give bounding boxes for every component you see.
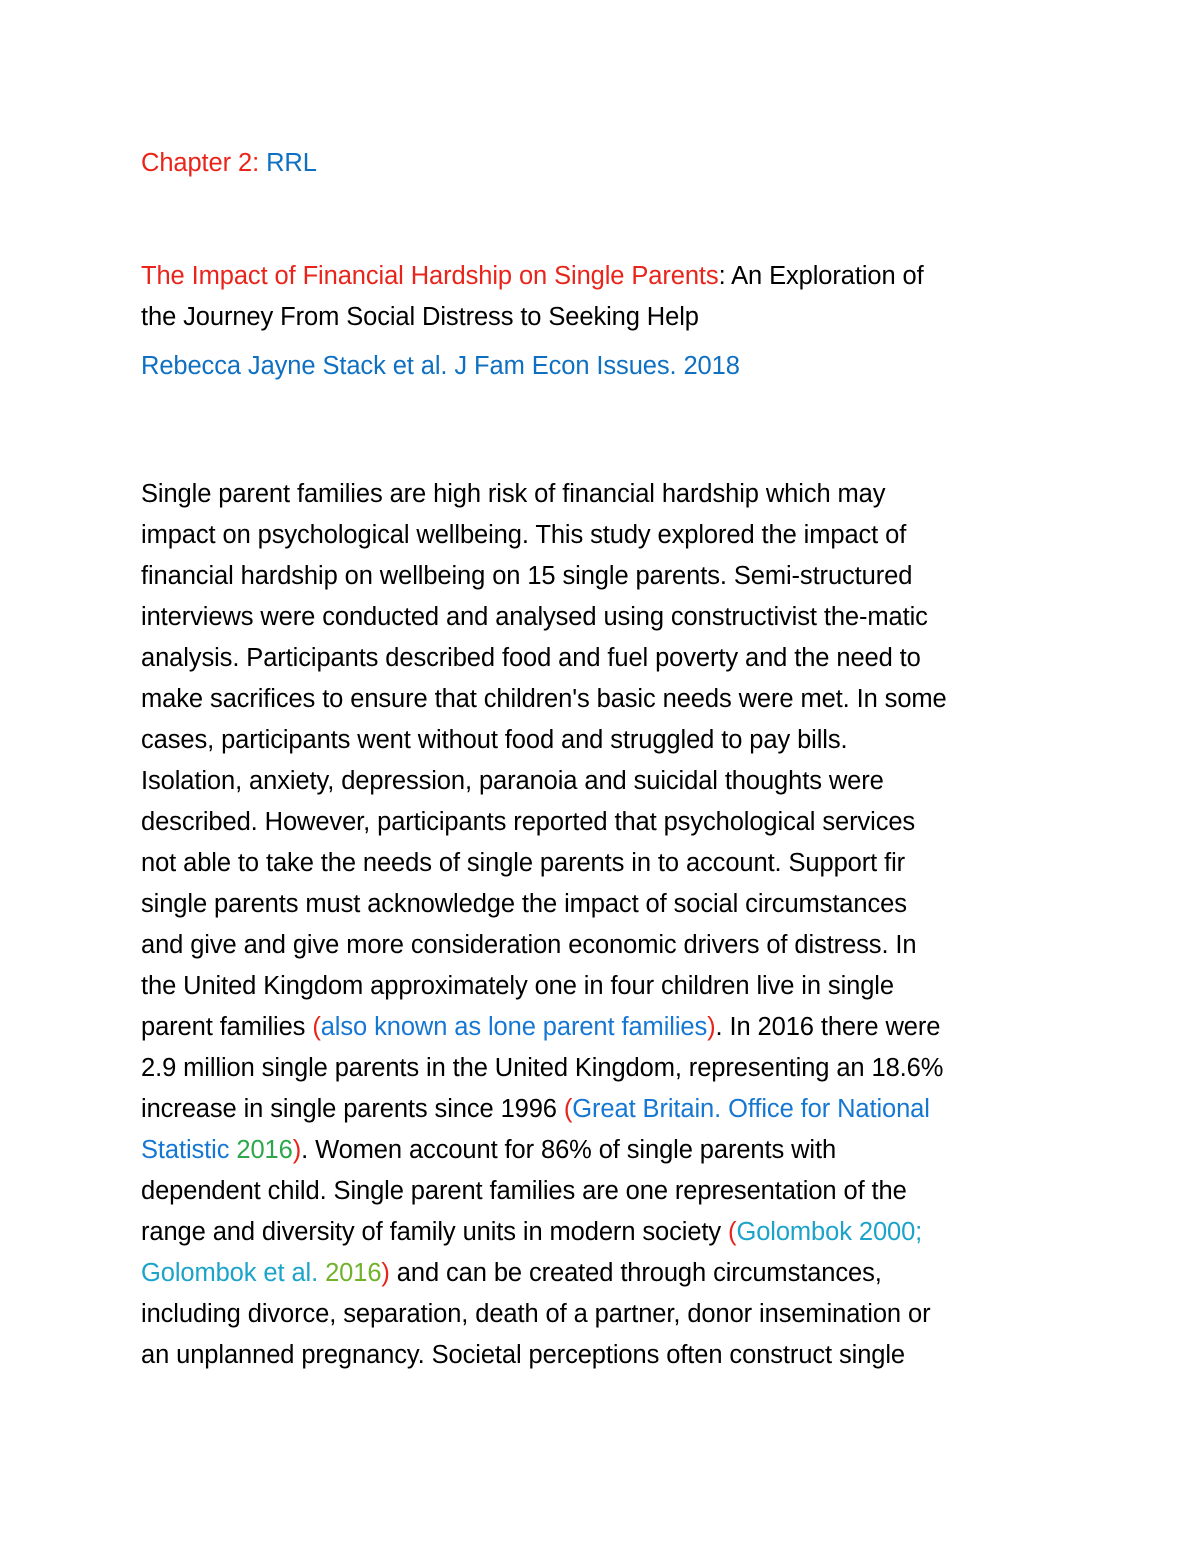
- body-line: dependent child. Single parent families are one representation of the: [141, 1177, 907, 1205]
- body-paragraph: [141, 474, 1081, 1376]
- article-title: [141, 256, 1081, 338]
- citation-paren: ): [381, 1259, 390, 1287]
- body-line: Isolation, anxiety, depression, paranoia and suicidal thoughts were: [141, 767, 884, 795]
- body-line: not able to take the needs of single parents in to account. Support fir: [141, 849, 906, 877]
- chapter-label: Chapter 2:: [141, 149, 267, 177]
- body-line: make sacrifices to ensure that children's basic needs were met. In some: [141, 685, 947, 713]
- body-line: [141, 1130, 1081, 1171]
- citation-text: Golombok 2000;: [736, 1218, 923, 1246]
- citation-text: Golombok et al.: [141, 1259, 326, 1287]
- citation-text: Great Britain. Office for National: [572, 1095, 930, 1123]
- body-line: single parents must acknowledge the impact of social circumstances: [141, 890, 907, 918]
- body-line: [141, 1212, 1081, 1253]
- body-text-segment: range and diversity of family units in modern society: [141, 1218, 729, 1246]
- body-line: analysis. Participants described food and fuel poverty and the need to: [141, 644, 921, 672]
- citation-text: Statistic: [141, 1136, 237, 1164]
- body-text-segment: . Women account for 86% of single parents with: [301, 1136, 837, 1164]
- body-line: 2.9 million single parents in the United Kingdom, representing an 18.6%: [141, 1054, 944, 1082]
- title-line: the Journey From Social Distress to Seeking Help: [141, 303, 699, 331]
- body-line: [141, 1007, 1081, 1048]
- body-line: [141, 1089, 1081, 1130]
- body-line: impact on psychological wellbeing. This study explored the impact of: [141, 521, 907, 549]
- citation-paren: (: [312, 1013, 321, 1041]
- citation-paren: ): [707, 1013, 716, 1041]
- body-line: an unplanned pregnancy. Societal perceptions often construct single: [141, 1341, 906, 1369]
- chapter-topic: RRL: [266, 149, 317, 177]
- body-text-segment: increase in single parents since 1996: [141, 1095, 564, 1123]
- body-line: and give and give more consideration economic drivers of distress. In: [141, 931, 917, 959]
- body-line: financial hardship on wellbeing on 15 single parents. Semi-structured: [141, 562, 913, 590]
- body-line: cases, participants went without food and struggled to pay bills.: [141, 726, 848, 754]
- body-line: [141, 1253, 1081, 1294]
- citation-paren: ): [292, 1136, 302, 1164]
- title-line: [141, 256, 1081, 297]
- body-text-segment: . In 2016 there were: [715, 1013, 941, 1041]
- document-content: [141, 140, 1081, 1376]
- title-subtitle-start: : An Exploration of: [718, 262, 924, 290]
- title-main: The Impact of Financial Hardship on Single Parents: [141, 262, 719, 290]
- body-line: Single parent families are high risk of financial hardship which may: [141, 480, 886, 508]
- body-text-segment: and can be created through circumstances,: [389, 1259, 882, 1287]
- citation-paren: (: [728, 1218, 737, 1246]
- citation-paren: (: [563, 1095, 573, 1123]
- body-line: interviews were conducted and analysed using constructivist the-matic: [141, 603, 928, 631]
- citation-text: also known as lone parent families: [320, 1013, 708, 1041]
- citation-year: 2016: [325, 1259, 382, 1287]
- chapter-heading: [141, 140, 1081, 186]
- citation-year: 2016: [236, 1136, 293, 1164]
- body-line: described. However, participants reported that psychological services: [141, 808, 916, 836]
- body-line: the United Kingdom approximately one in four children live in single: [141, 972, 894, 1000]
- body-text-segment: parent families: [141, 1013, 313, 1041]
- article-authors: Rebecca Jayne Stack et al. J Fam Econ Issues. 2018: [141, 352, 740, 380]
- body-line: including divorce, separation, death of a partner, donor insemination or: [141, 1300, 931, 1328]
